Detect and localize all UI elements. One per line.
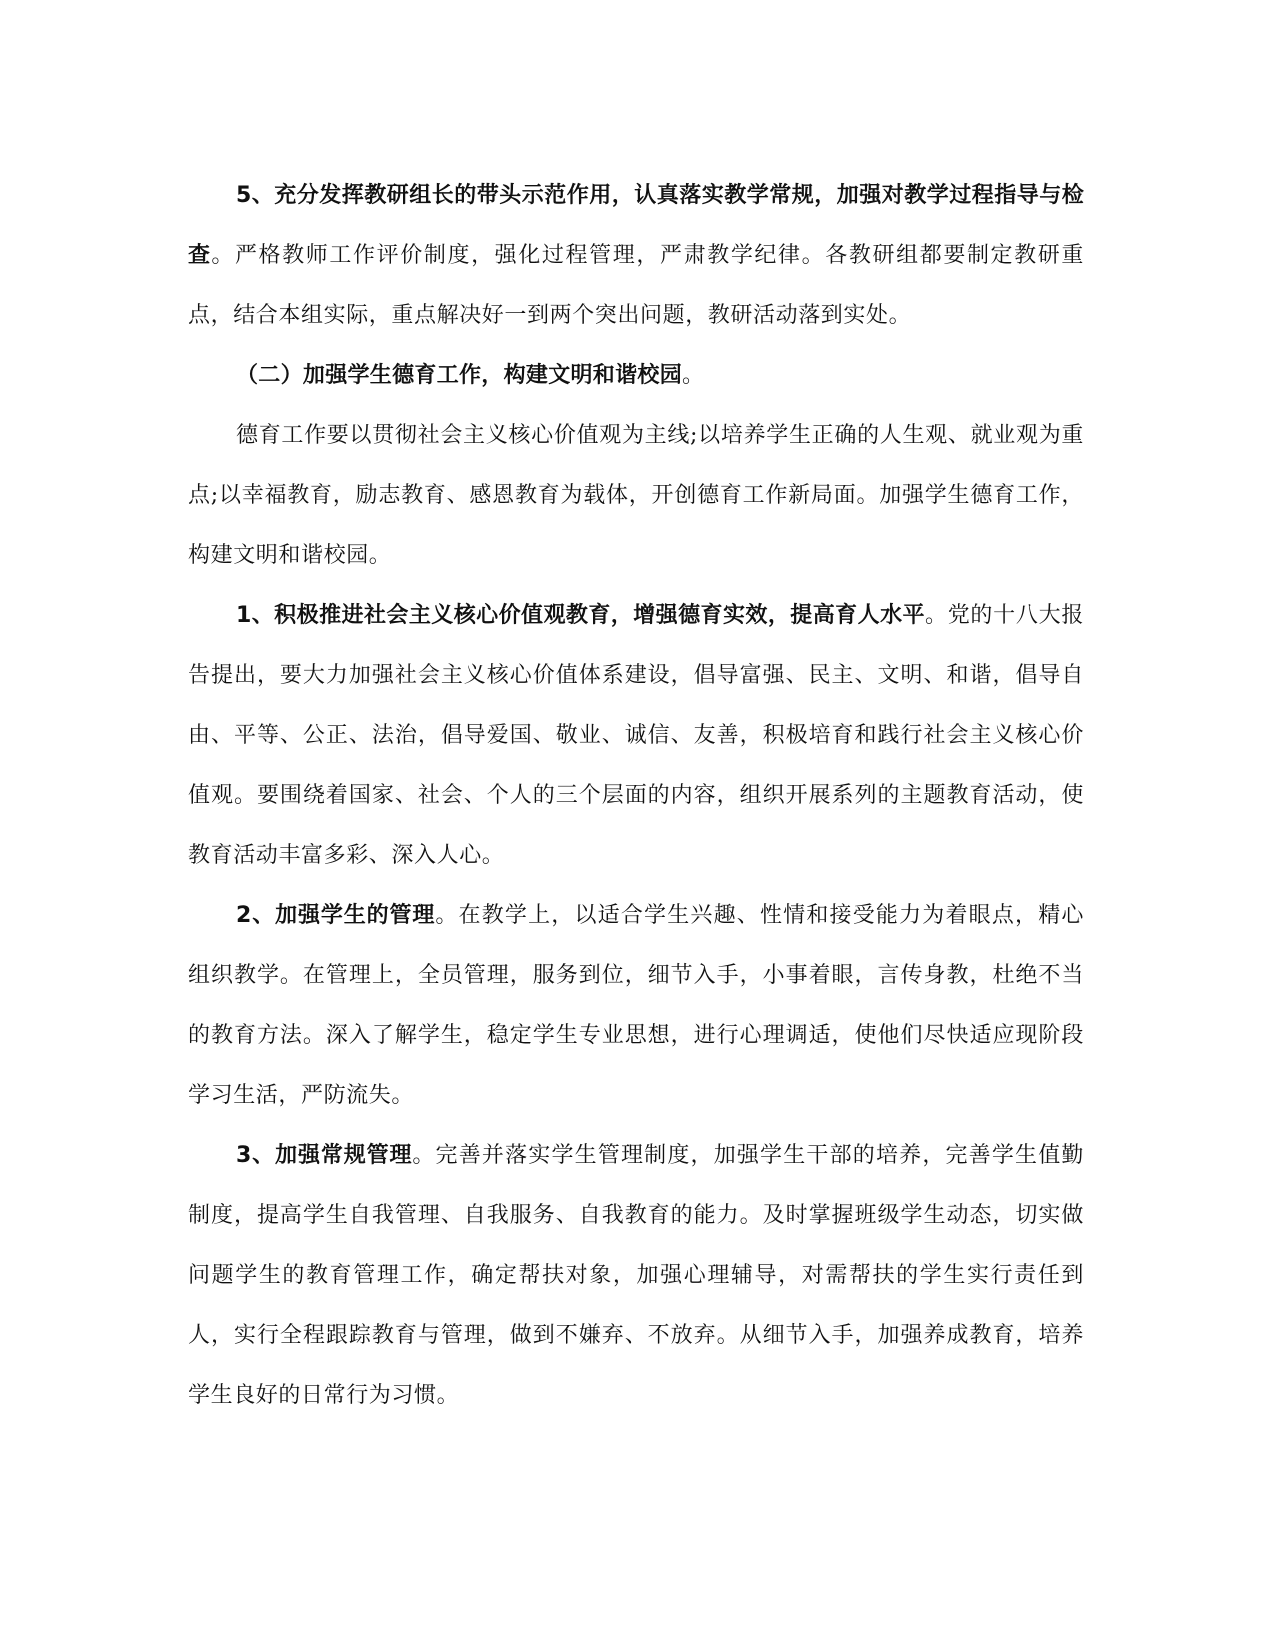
paragraph-1-core-values [188, 586, 1084, 886]
paragraph-lead: 1、积极推进社会主义核心价值观教育，增强德育实效，提高育人水平 [236, 603, 925, 628]
paragraph-text: 。党的十八大报告提出，要大力加强社会主义核心价值体系建设，倡导富强、民主、文明、和谐，倡导自由、平等、公正、法治，倡导爱国、敬业、诚信、友善，积极培育和践行社会主义核心价值观。要围绕着国家、社会、个人的三个层面的内容，组织开展系列的主题教育活动，使教育活动丰富多彩、深入人心。 [188, 603, 1084, 868]
paragraph-5-teaching-research [188, 166, 1084, 346]
paragraph-lead: 2、加强学生的管理 [236, 903, 436, 928]
section-heading-text: （二）加强学生德育工作，构建文明和谐校园 [236, 363, 683, 388]
paragraph-text: 。严格教师工作评价制度，强化过程管理，严肃教学纪律。各教研组都要制定教研重点，结合本组实际，重点解决好一到两个突出问题，教研活动落到实处。 [188, 243, 1085, 328]
paragraph-moral-education-intro [188, 406, 1084, 586]
paragraph-text: 。完善并落实学生管理制度，加强学生干部的培养，完善学生值勤制度，提高学生自我管理、自我服务、自我教育的能力。及时掌握班级学生动态，切实做问题学生的教育管理工作，确定帮扶对象，加强心理辅导，对需帮扶的学生实行责任到人，实行全程跟踪教育与管理，做到不嫌弃、不放弃。从细节入手，加强养成教育，培养学生良好的日常行为习惯。 [188, 1143, 1084, 1408]
section-heading-punct: 。 [682, 363, 705, 388]
section-heading-moral-education [188, 346, 1084, 406]
paragraph-lead: 5、充分发挥教研组长的带头示范作用，认真落实教学常规，加强对教学过程指导与检查 [188, 183, 1084, 268]
document-body [188, 166, 1084, 1426]
paragraph-text: 德育工作要以贯彻社会主义核心价值观为主线;以培养学生正确的人生观、就业观为重点;以幸福教育，励志教育、感恩教育为载体，开创德育工作新局面。加强学生德育工作，构建文明和谐校园。 [188, 423, 1084, 568]
paragraph-2-student-management [188, 886, 1084, 1126]
paragraph-text: 。在教学上，以适合学生兴趣、性情和接受能力为着眼点，精心组织教学。在管理上，全员管理，服务到位，细节入手，小事着眼，言传身教，杜绝不当的教育方法。深入了解学生，稳定学生专业思想，进行心理调适，使他们尽快适应现阶段学习生活，严防流失。 [188, 903, 1084, 1108]
paragraph-lead: 3、加强常规管理 [236, 1143, 413, 1168]
paragraph-3-routine-management [188, 1126, 1084, 1426]
